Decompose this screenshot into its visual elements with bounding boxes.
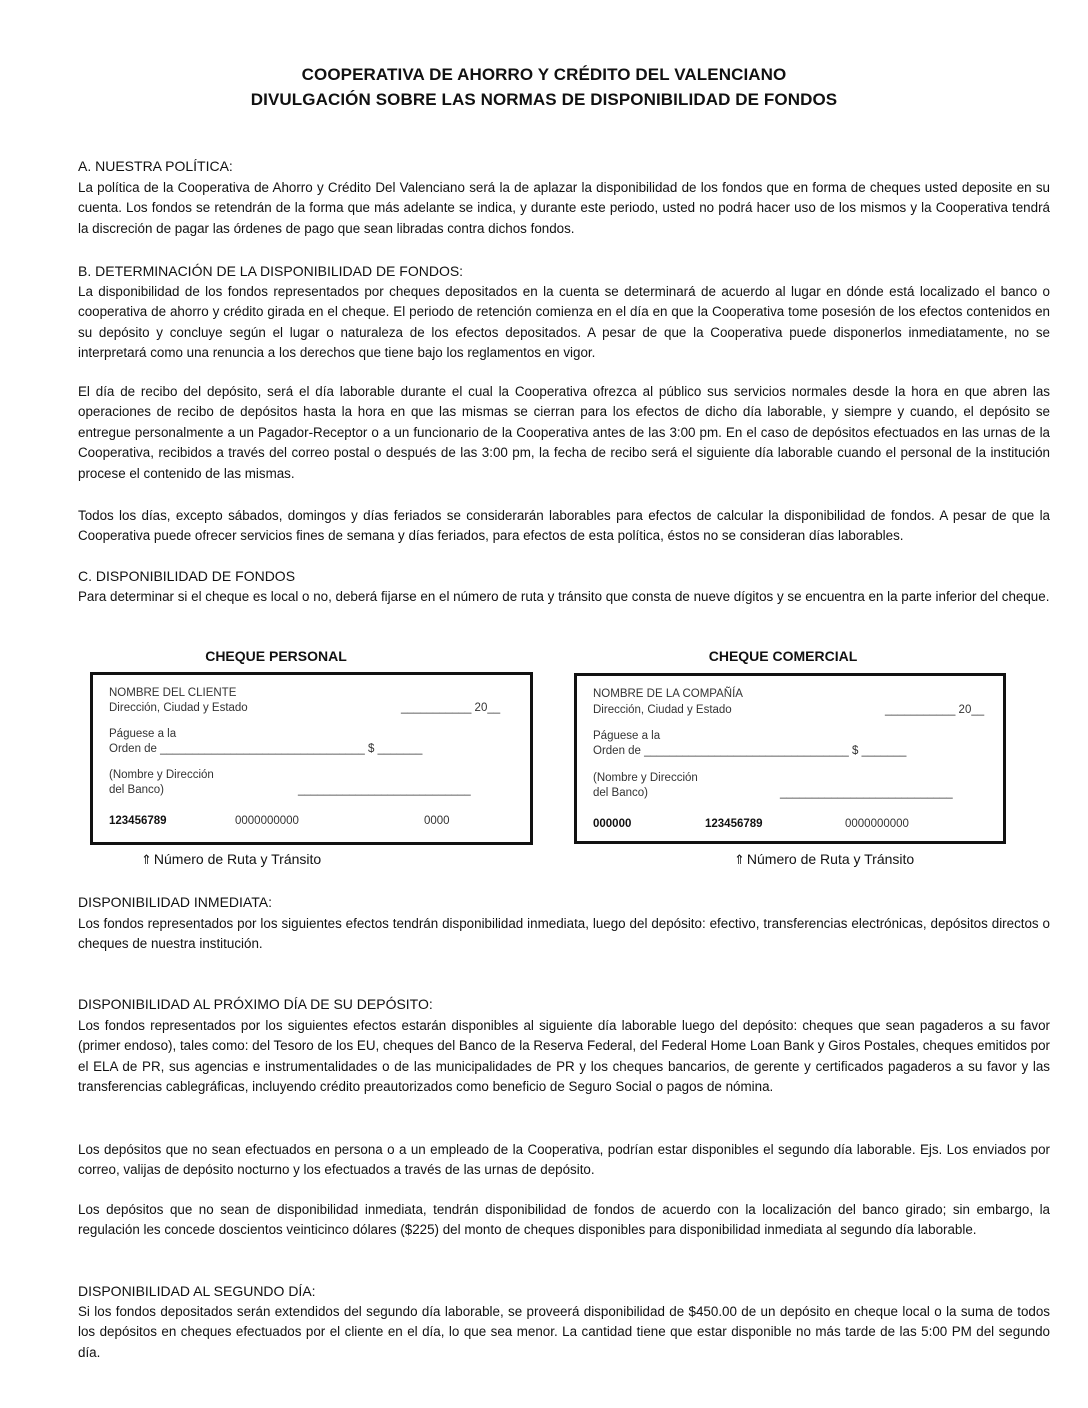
cheque-check-number: 0000 [424, 815, 450, 827]
section-b-paragraph-2: El día de recibo del depósito, será el día laborable durante el cual la Cooperativa ofrezca al público sus servicios normales desde la hora en que abren las operaciones de recibo de depósitos hasta la hora en que las mismas se cierran para los efectos de dicho día laborable, y siempre y cuando, el depósito se entregue personalmente a un Pagador-Receptor o a un funcionario de la Cooperativa antes de las 3:00 pm. En el caso de depósitos efectuados en las urnas de la Cooperativa, recibidos a través del correo postal o después de las 3:00 pm, la fecha de recibo será el siguiente día laborable cuando el personal de la institución procese el contenido de las mismas. [78, 384, 1050, 481]
cheque-client-name: NOMBRE DEL CLIENTE [109, 687, 237, 699]
cheque-account-number: 0000000000 [845, 818, 909, 830]
immediate-heading: DISPONIBILIDAD INMEDIATA: [78, 894, 272, 910]
cheque-address: Dirección, Ciudad y Estado [109, 702, 248, 714]
personal-cheque [90, 672, 533, 845]
section-b-heading: B. DETERMINACIÓN DE LA DISPONIBILIDAD DE FONDOS: [78, 263, 464, 279]
cheque-bank-label: (Nombre y Dirección [593, 772, 698, 784]
cheque-signature-line: ___________________________ [298, 784, 471, 796]
cheque-pay-to-label: Páguese a la [109, 728, 177, 740]
section-b-paragraph-3: Todos los días, excepto sábados, domingos y días feriados se considerarán laborables para efectos de calcular la disponibilidad de fondos. A pesar de que la Cooperativa puede ofrecer servicios fines de semana y días feriados, para efectos de esta política, éstos no se consideran días laborables. [78, 508, 1050, 544]
cheque-date-line: ___________ 20__ [885, 704, 985, 716]
cheque-routing-number: 123456789 [705, 818, 763, 830]
cheque-order-line: Orden de ________________________________ $ _______ [109, 743, 423, 755]
cheque-bank-label-2: del Banco) [593, 787, 648, 799]
section-c-paragraph: Para determinar si el cheque es local o no, deberá fijarse en el número de ruta y tránsito que consta de nueve dígitos y se encuentra en la parte inferior del cheque. [78, 589, 1050, 604]
commercial-cheque-caption [734, 851, 914, 868]
next-day-paragraph-3: Los depósitos que no sean de disponibilidad inmediata, tendrán disponibilidad de fondos de acuerdo con la localización del banco girado; sin embargo, la regulación les concede doscientos veinticinco dólares ($225) del monto de cheques disponibles para disponibilidad inmediata al segundo día laborable. [78, 1202, 1050, 1238]
immediate-paragraph: Los fondos representados por los siguientes efectos tendrán disponibilidad inmediata, luego del depósito: efectivo, transferencias electrónicas, depósitos directos o cheques de nuestra institución. [78, 916, 1050, 952]
second-day-heading: DISPONIBILIDAD AL SEGUNDO DÍA: [78, 1283, 316, 1299]
cheque-routing-number: 123456789 [109, 815, 167, 827]
commercial-cheque-title: CHEQUE COMERCIAL [708, 648, 858, 664]
cheque-pay-to-label: Páguese a la [593, 730, 661, 742]
document-title: COOPERATIVA DE AHORRO Y CRÉDITO DEL VALENCIANO [301, 65, 787, 84]
section-b-paragraph-1: La disponibilidad de los fondos representados por cheques depositados en la cuenta se determinará de acuerdo al lugar en dónde está localizado el banco o cooperativa de ahorro y crédito girada en el cheque. El periodo de retención comienza en el día en que la Cooperativa tome posesión de los efectos contenidos en su depósito y concluye según el lugar o naturaleza de los efectos depositados. A pesar de que la Cooperativa puede disponerlos inmediatamente, no se interpretará como una renuncia a los derechos que tiene bajo los reglamentos en vigor. [78, 284, 1050, 361]
cheque-address: Dirección, Ciudad y Estado [593, 704, 732, 716]
personal-cheque-title: CHEQUE PERSONAL [205, 648, 347, 664]
caption-label: Número de Ruta y Tránsito [746, 851, 915, 867]
caption-label: Número de Ruta y Tránsito [153, 851, 322, 867]
personal-cheque-caption [141, 851, 321, 868]
cheque-account-number: 0000000000 [235, 815, 299, 827]
cheque-date-line: ___________ 20__ [401, 702, 501, 714]
cheque-order-line: Orden de ________________________________ $ _______ [593, 745, 907, 757]
arrow-up-icon: ⇑ [734, 853, 745, 868]
next-day-paragraph-2: Los depósitos que no sean efectuados en persona o a un empleado de la Cooperativa, podrían estar disponibles el segundo día laborable. Ejs. Los enviados por correo, valijas de depósito nocturno y los efectuados a través de las urnas de depósito. [78, 1142, 1050, 1178]
cheque-bank-label: (Nombre y Dirección [109, 769, 214, 781]
next-day-heading: DISPONIBILIDAD AL PRÓXIMO DÍA DE SU DEPÓSITO: [78, 996, 433, 1012]
cheque-company-name: NOMBRE DE LA COMPAÑÍA [593, 688, 743, 700]
second-day-paragraph: Si los fondos depositados serán extendidos del segundo día laborable, se proveerá disponibilidad de $450.00 de un depósito en cheque local o la suma de todos los depósitos en cheques efectuados por el cliente en el día, lo que sea menor. La cantidad tiene que estar disponible no más tarde de las 5:00 PM del segundo día. [78, 1304, 1050, 1360]
cheque-check-number: 000000 [593, 818, 632, 830]
section-c-heading: C. DISPONIBILIDAD DE FONDOS [78, 568, 296, 584]
next-day-paragraph-1: Los fondos representados por los siguientes efectos estarán disponibles al siguiente día laborable luego del depósito: cheques que sean pagaderos a su favor (primer endoso), tales como: del Tesoro de los EU, cheques del Banco de la Reserva Federal, del Federal Home Loan Bank y Giros Postales, cheques emitidos por el ELA de PR, sus agencias e instrumentalidades o de las municipalidades de PR y los cheques bancarios, de gerente y certificados pagaderos a su favor y las transferencias cablegráficas, incluyendo crédito preautorizados como beneficio de Seguro Social o pagos de nómina. [78, 1018, 1050, 1095]
cheque-bank-label-2: del Banco) [109, 784, 164, 796]
cheque-signature-line: ___________________________ [780, 787, 953, 799]
document-subtitle: DIVULGACIÓN SOBRE LAS NORMAS DE DISPONIBILIDAD DE FONDOS [250, 90, 838, 109]
section-a-heading: A. NUESTRA POLÍTICA: [78, 158, 233, 174]
section-a-paragraph: La política de la Cooperativa de Ahorro y Crédito Del Valenciano será la de aplazar la disponibilidad de los fondos que en forma de cheques usted deposite en su cuenta. Los fondos se retendrán de la forma que más adelante se indica, y durante este periodo, usted no podrá hacer uso de los mismos y la Cooperativa tendrá la discreción de pagar las órdenes de pago que sean libradas contra dichos fondos. [78, 180, 1050, 236]
commercial-cheque [574, 673, 1006, 844]
arrow-up-icon: ⇑ [141, 853, 152, 868]
